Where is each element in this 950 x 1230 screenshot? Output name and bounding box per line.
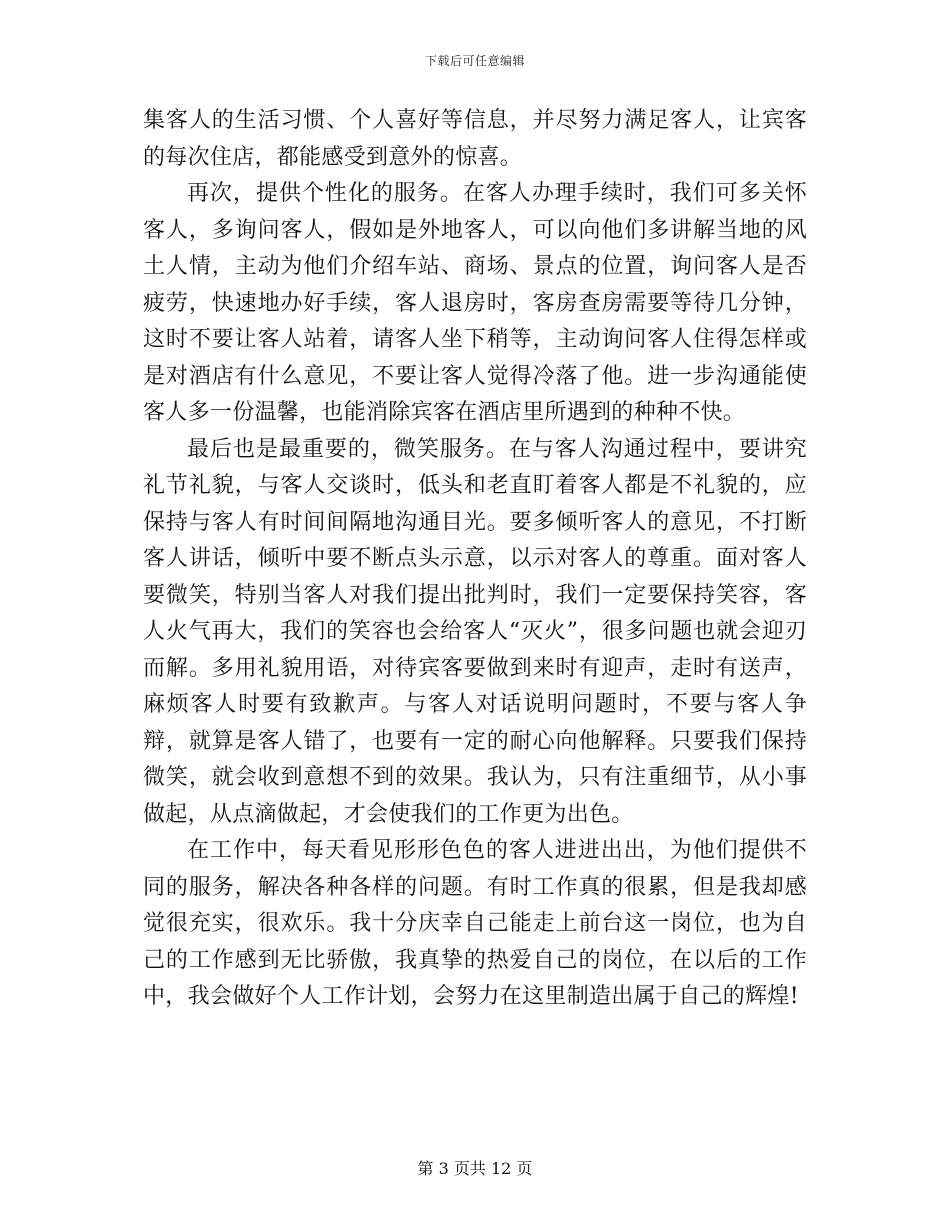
page-number-footer: 第 3 页共 12 页 <box>417 1159 533 1178</box>
paragraph-4: 在工作中，每天看见形形色色的客人进进出出，为他们提供不同的服务，解决各种各样的问题。有时工作真的很累，但是我却感觉很充实，很欢乐。我十分庆幸自己能走上前台这一岗位，也为自己的工作感到无比骄傲，我真挚的热爱自己的岗位，在以后的工作中，我会做好个人工作计划，会努力在这里制造出属于自己的辉煌! <box>143 838 807 1009</box>
document-body <box>143 103 807 1016</box>
paragraph-3: 最后也是最重要的，微笑服务。在与客人沟通过程中，要讲究礼节礼貌，与客人交谈时，低头和老直盯着客人都是不礼貌的，应保持与客人有时间间隔地沟通目光。要多倾听客人的意见，不打断客人讲话，倾听中要不断点头示意，以示对客人的尊重。面对客人要微笑，特别当客人对我们提出批判时，我们一定要保持笑容，客人火气再大，我们的笑容也会给客人“灭火”，很多问题也就会迎刃而解。多用礼貌用语，对待宾客要做到来时有迎声，走时有送声，麻烦客人时要有致歉声。与客人对话说明问题时，不要与客人争辩，就算是客人错了，也要有一定的耐心向他解释。只要我们保持微笑，就会收到意想不到的效果。我认为，只有注重细节，从小事做起，从点滴做起，才会使我们的工作更为出色。 <box>143 436 807 827</box>
page-header: 下载后可任意编辑 <box>424 54 525 68</box>
paragraph-1: 集客人的生活习惯、个人喜好等信息，并尽努力满足客人，让宾客的每次住店，都能感受到意外的惊喜。 <box>143 108 807 170</box>
paragraph-2: 再次，提供个性化的服务。在客人办理手续时，我们可多关怀客人，多询问客人，假如是外地客人，可以向他们多讲解当地的风土人情，主动为他们介绍车站、商场、景点的位置，询问客人是否疲劳，快速地办好手续，客人退房时，客房查房需要等待几分钟，这时不要让客人站着，请客人坐下稍等，主动询问客人住得怎样或是对酒店有什么意见，不要让客人觉得冷落了他。进一步沟通能使客人多一份温馨，也能消除宾客在酒店里所遇到的种种不快。 <box>143 181 807 425</box>
